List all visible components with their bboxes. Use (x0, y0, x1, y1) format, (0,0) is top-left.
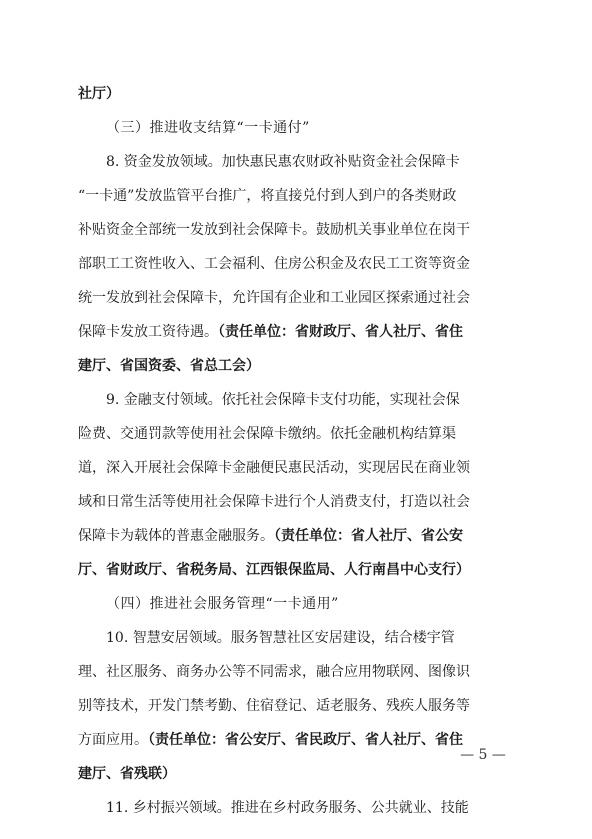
text-line-mixed (78, 526, 518, 546)
text-line: 域和日常生活等使用社会保障卡进行个人消费支付，打造以社会 (78, 494, 470, 510)
text-line: 统一发放到社会保障卡，允许国有企业和工业园区探索通过社会 (78, 290, 470, 306)
text-line: 9. 金融支付领域。依托社会保障卡支付功能，实现社会保 (106, 392, 460, 408)
text-line-mixed (78, 322, 518, 342)
responsibility-note: （责任单位：省公安厅、省民政厅、省人社厅、省住 (148, 732, 463, 748)
text-line: 险费、交通罚款等使用社会保障卡缴纳。依托金融机构结算渠 (78, 426, 456, 442)
text-segment: 保障卡为载体的普惠金融服务。 (78, 528, 274, 544)
text-line: “一卡通”发放监管平台推广，将直接兑付到人到户的各类财政 (78, 188, 457, 204)
text-line: 10. 智慧安居领域。服务智慧社区安居建设，结合楼宇管 (106, 630, 455, 646)
text-line: 部职工工资性收入、工会福利、住房公积金及农民工工资等资金 (78, 256, 470, 272)
section-heading-4: （四）推进社会服务管理“一卡通用” (106, 596, 339, 612)
responsibility-note: （责任单位：省财政厅、省人社厅、省住 (218, 324, 463, 340)
section-heading-3: （三）推进收支结算“一卡通付” (106, 120, 310, 136)
text-line: 理、社区服务、商务办公等不同需求，融合应用物联网、图像识 (78, 664, 470, 680)
text-line: 11. 乡村振兴领域。推进在乡村政务服务、公共就业、技能 (106, 800, 469, 816)
text-line: 8. 资金发放领域。加快惠民惠农财政补贴资金社会保障卡 (106, 154, 460, 170)
responsibility-note: 建厅、省残联） (78, 766, 176, 782)
text-line: 补贴资金全部统一发放到社会保障卡。鼓励机关事业单位在岗干 (78, 222, 470, 238)
responsibility-note: （责任单位：省人社厅、省公安 (274, 528, 463, 544)
text-segment: 保障卡发放工资待遇。 (78, 324, 218, 340)
text-line: 社厅） (78, 86, 120, 102)
text-line: 道，深入开展社会保障卡金融便民惠民活动，实现居民在商业领 (78, 460, 470, 476)
responsibility-note: 建厅、省国资委、省总工会） (78, 358, 260, 374)
text-segment: 方面应用。 (78, 732, 148, 748)
text-line: 别等技术，开发门禁考勤、住宿登记、适老服务、残疾人服务等 (78, 698, 470, 714)
responsibility-note: 厅、省财政厅、省税务局、江西银保监局、人行南昌中心支行） (78, 562, 470, 578)
page-number: — 5 — (460, 747, 506, 763)
